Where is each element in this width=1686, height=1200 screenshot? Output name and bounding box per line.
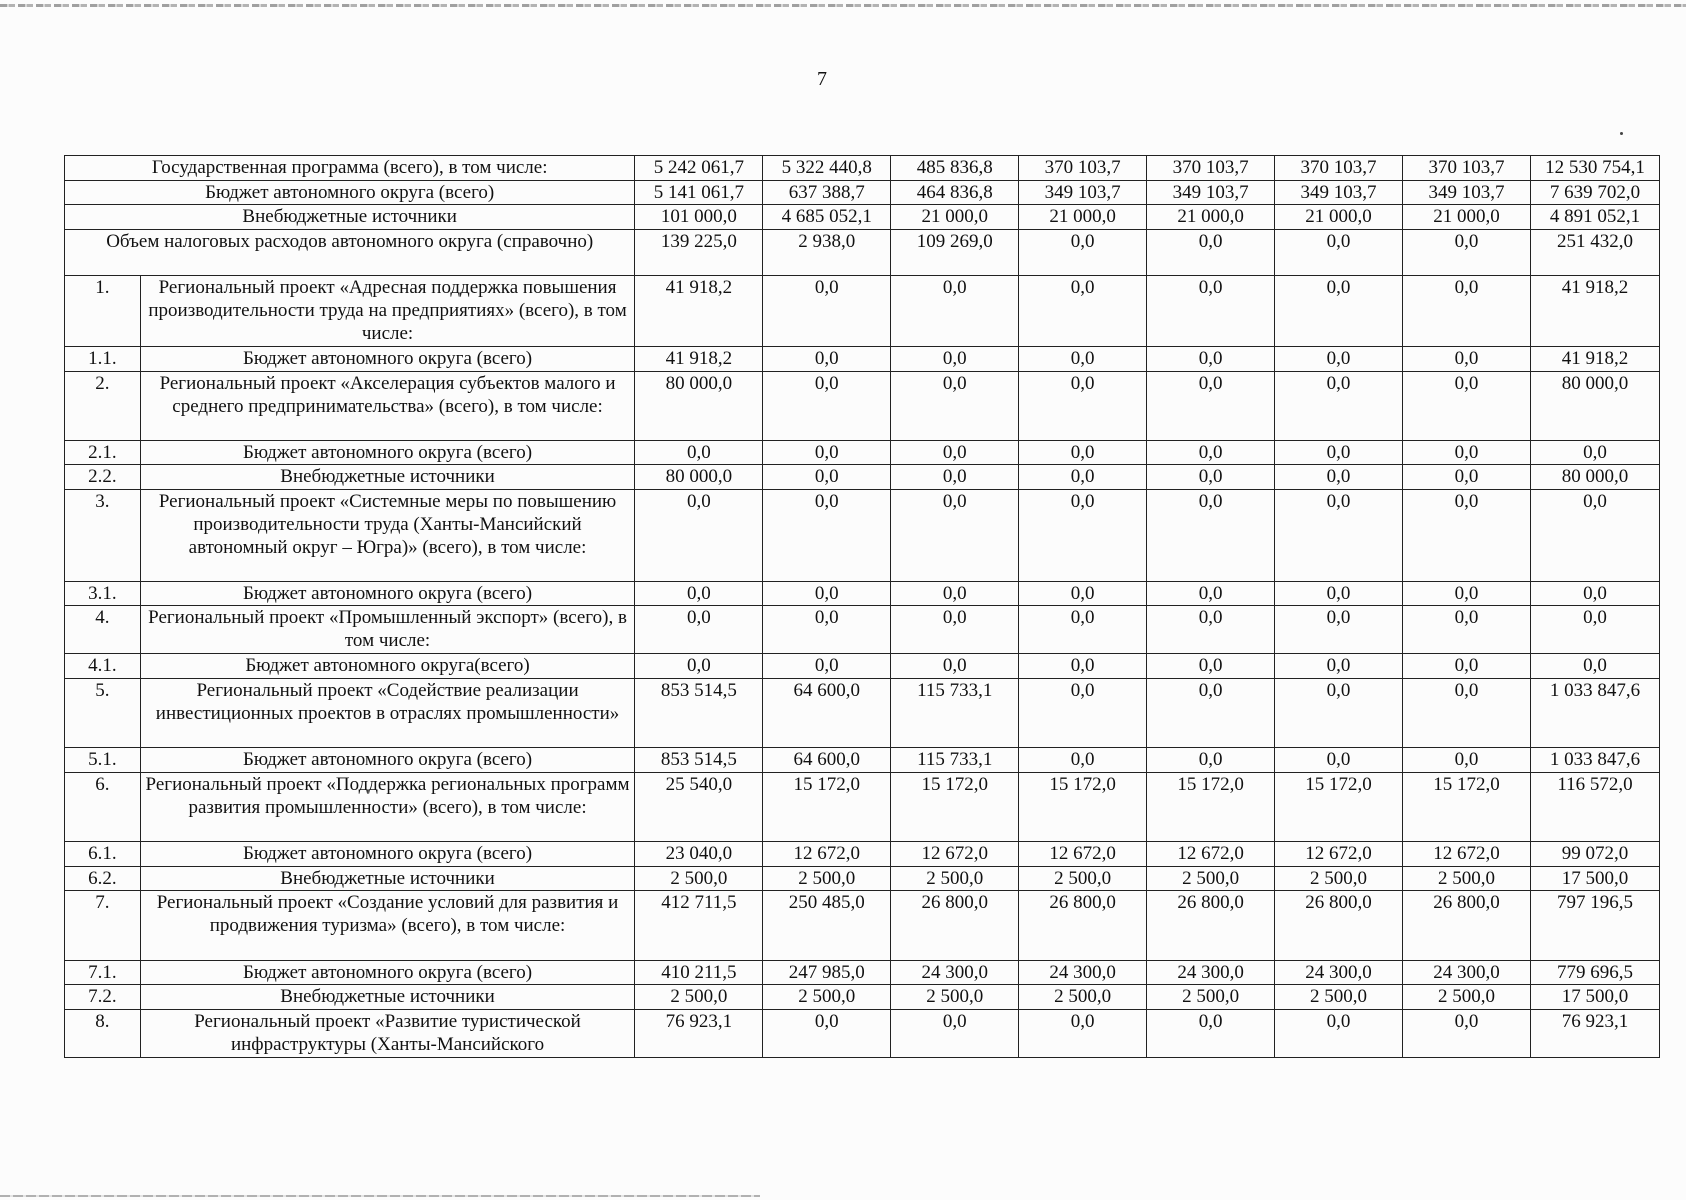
table-row (65, 891, 1660, 960)
cell-value: 0,0 (1019, 748, 1147, 773)
cell-value: 12 672,0 (1403, 842, 1531, 867)
row-index: 4. (65, 606, 141, 654)
cell-value: 0,0 (1403, 465, 1531, 490)
table-row (65, 678, 1660, 747)
cell-value: 2 500,0 (891, 866, 1019, 891)
cell-value: 0,0 (1403, 606, 1531, 654)
cell-value: 0,0 (635, 581, 763, 606)
cell-value: 12 672,0 (891, 842, 1019, 867)
cell-value: 15 172,0 (1147, 772, 1275, 841)
cell-value: 64 600,0 (763, 748, 891, 773)
cell-value: 0,0 (1275, 347, 1403, 372)
row-label: Региональный проект «Акселерация субъектов малого и среднего предпринимательства» (всего), в том числе: (140, 371, 635, 440)
cell-value: 80 000,0 (635, 371, 763, 440)
cell-value: 0,0 (1019, 440, 1147, 465)
table-row (65, 772, 1660, 841)
cell-value: 0,0 (1403, 581, 1531, 606)
cell-value: 0,0 (891, 371, 1019, 440)
cell-value: 247 985,0 (763, 960, 891, 985)
cell-value: 15 172,0 (1019, 772, 1147, 841)
page-number: 7 (817, 68, 827, 90)
row-index: 6.2. (65, 866, 141, 891)
table-row (65, 654, 1660, 679)
cell-value: 2 938,0 (763, 229, 891, 275)
cell-value: 0,0 (763, 654, 891, 679)
cell-value: 24 300,0 (891, 960, 1019, 985)
table-row (65, 1009, 1660, 1057)
row-label: Бюджет автономного округа (всего) (140, 581, 635, 606)
cell-value: 0,0 (763, 606, 891, 654)
row-label: Бюджет автономного округа (всего) (140, 842, 635, 867)
row-label: Внебюджетные источники (140, 465, 635, 490)
row-label: Бюджет автономного округа (всего) (140, 960, 635, 985)
cell-total: 779 696,5 (1530, 960, 1659, 985)
row-label: Внебюджетные источники (140, 866, 635, 891)
row-label: Региональный проект «Поддержка региональных программ развития промышленности» (всего), в том числе: (140, 772, 635, 841)
cell-value: 0,0 (1147, 1009, 1275, 1057)
cell-value: 0,0 (1403, 1009, 1531, 1057)
cell-value: 410 211,5 (635, 960, 763, 985)
cell-value: 0,0 (1147, 440, 1275, 465)
row-index: 3.1. (65, 581, 141, 606)
cell-value: 0,0 (763, 490, 891, 582)
row-index: 7.1. (65, 960, 141, 985)
cell-value: 370 103,7 (1275, 156, 1403, 181)
row-index: 1. (65, 275, 141, 347)
cell-value: 0,0 (1275, 678, 1403, 747)
cell-value: 26 800,0 (891, 891, 1019, 960)
cell-value: 2 500,0 (763, 866, 891, 891)
cell-value: 0,0 (1147, 748, 1275, 773)
cell-value: 0,0 (1019, 654, 1147, 679)
cell-value: 21 000,0 (1019, 205, 1147, 230)
cell-total: 4 891 052,1 (1530, 205, 1659, 230)
row-label: Региональный проект «Развитие туристической инфраструктуры (Ханты-Мансийского (140, 1009, 635, 1057)
row-index: 3. (65, 490, 141, 582)
cell-value: 0,0 (1275, 440, 1403, 465)
cell-value: 80 000,0 (635, 465, 763, 490)
cell-value: 0,0 (1403, 347, 1531, 372)
cell-value: 0,0 (1019, 371, 1147, 440)
cell-value: 24 300,0 (1019, 960, 1147, 985)
table-row (65, 180, 1660, 205)
cell-value: 0,0 (891, 1009, 1019, 1057)
cell-value: 0,0 (1275, 581, 1403, 606)
cell-value: 0,0 (635, 606, 763, 654)
cell-value: 2 500,0 (635, 866, 763, 891)
cell-value: 0,0 (1275, 606, 1403, 654)
cell-value: 2 500,0 (1275, 985, 1403, 1010)
cell-value: 0,0 (891, 440, 1019, 465)
cell-value: 26 800,0 (1147, 891, 1275, 960)
cell-value: 2 500,0 (891, 985, 1019, 1010)
cell-value: 853 514,5 (635, 748, 763, 773)
cell-value: 21 000,0 (1275, 205, 1403, 230)
table-row (65, 205, 1660, 230)
row-index: 4.1. (65, 654, 141, 679)
cell-value: 0,0 (1019, 1009, 1147, 1057)
table-row (65, 229, 1660, 275)
cell-value: 370 103,7 (1147, 156, 1275, 181)
cell-value: 0,0 (1147, 654, 1275, 679)
cell-value: 0,0 (1275, 229, 1403, 275)
cell-value: 0,0 (763, 347, 891, 372)
cell-value: 0,0 (1403, 275, 1531, 347)
row-label: Региональный проект «Системные меры по повышению производительности труда (Ханты-Мансийский автономный округ – Югра)» (всего), в том числе: (140, 490, 635, 582)
row-index: 6. (65, 772, 141, 841)
cell-value: 24 300,0 (1147, 960, 1275, 985)
cell-total: 99 072,0 (1530, 842, 1659, 867)
cell-value: 0,0 (1403, 678, 1531, 747)
table-row (65, 985, 1660, 1010)
cell-value: 15 172,0 (763, 772, 891, 841)
row-index: 6.1. (65, 842, 141, 867)
cell-value: 0,0 (1403, 654, 1531, 679)
cell-value: 115 733,1 (891, 678, 1019, 747)
row-label: Региональный проект «Промышленный экспорт» (всего), в том числе: (140, 606, 635, 654)
row-label: Бюджет автономного округа (всего) (65, 180, 635, 205)
row-index: 5.1. (65, 748, 141, 773)
cell-value: 0,0 (1147, 347, 1275, 372)
cell-value: 23 040,0 (635, 842, 763, 867)
cell-value: 0,0 (635, 654, 763, 679)
row-label: Региональный проект «Адресная поддержка повышения производительности труда на предприятиях» (всего), в том числе: (140, 275, 635, 347)
row-index: 8. (65, 1009, 141, 1057)
cell-value: 0,0 (1019, 678, 1147, 747)
cell-value: 637 388,7 (763, 180, 891, 205)
cell-value: 0,0 (763, 581, 891, 606)
cell-value: 0,0 (1275, 1009, 1403, 1057)
scan-speck (1620, 132, 1623, 135)
cell-value: 24 300,0 (1275, 960, 1403, 985)
cell-value: 0,0 (1147, 490, 1275, 582)
cell-value: 349 103,7 (1019, 180, 1147, 205)
row-index: 7.2. (65, 985, 141, 1010)
row-index: 2. (65, 371, 141, 440)
cell-value: 370 103,7 (1403, 156, 1531, 181)
cell-value: 349 103,7 (1147, 180, 1275, 205)
table-body (65, 156, 1660, 1058)
cell-value: 0,0 (1019, 490, 1147, 582)
cell-value: 0,0 (1275, 275, 1403, 347)
table-row (65, 842, 1660, 867)
table-row (65, 490, 1660, 582)
cell-value: 0,0 (635, 490, 763, 582)
row-label: Региональный проект «Содействие реализации инвестиционных проектов в отраслях промышленности» (140, 678, 635, 747)
cell-value: 26 800,0 (1019, 891, 1147, 960)
cell-value: 0,0 (891, 654, 1019, 679)
table-row (65, 440, 1660, 465)
cell-value: 0,0 (635, 440, 763, 465)
cell-total: 41 918,2 (1530, 347, 1659, 372)
cell-value: 2 500,0 (635, 985, 763, 1010)
cell-total: 80 000,0 (1530, 371, 1659, 440)
cell-value: 12 672,0 (763, 842, 891, 867)
cell-value: 2 500,0 (1019, 866, 1147, 891)
cell-value: 0,0 (1403, 371, 1531, 440)
row-label: Внебюджетные источники (140, 985, 635, 1010)
cell-value: 0,0 (891, 465, 1019, 490)
cell-value: 349 103,7 (1275, 180, 1403, 205)
cell-value: 5 242 061,7 (635, 156, 763, 181)
table-row (65, 748, 1660, 773)
cell-total: 0,0 (1530, 606, 1659, 654)
cell-value: 15 172,0 (1403, 772, 1531, 841)
cell-value: 2 500,0 (1275, 866, 1403, 891)
cell-value: 0,0 (891, 606, 1019, 654)
table-row (65, 465, 1660, 490)
cell-value: 2 500,0 (763, 985, 891, 1010)
cell-value: 41 918,2 (635, 275, 763, 347)
cell-value: 370 103,7 (1019, 156, 1147, 181)
cell-total: 7 639 702,0 (1530, 180, 1659, 205)
row-index: 7. (65, 891, 141, 960)
cell-value: 485 836,8 (891, 156, 1019, 181)
cell-value: 853 514,5 (635, 678, 763, 747)
cell-value: 412 711,5 (635, 891, 763, 960)
table-row (65, 156, 1660, 181)
row-label: Бюджет автономного округа (всего) (140, 440, 635, 465)
table-row (65, 606, 1660, 654)
cell-value: 15 172,0 (891, 772, 1019, 841)
cell-value: 21 000,0 (1147, 205, 1275, 230)
cell-value: 2 500,0 (1403, 866, 1531, 891)
cell-value: 76 923,1 (635, 1009, 763, 1057)
cell-value: 2 500,0 (1403, 985, 1531, 1010)
cell-total: 797 196,5 (1530, 891, 1659, 960)
cell-total: 1 033 847,6 (1530, 748, 1659, 773)
cell-value: 0,0 (763, 1009, 891, 1057)
cell-value: 0,0 (1147, 275, 1275, 347)
cell-value: 0,0 (1019, 229, 1147, 275)
cell-value: 0,0 (763, 275, 891, 347)
row-label: Государственная программа (всего), в том числе: (65, 156, 635, 181)
cell-value: 0,0 (1403, 490, 1531, 582)
cell-value: 0,0 (1019, 465, 1147, 490)
budget-table (64, 155, 1660, 1058)
cell-value: 0,0 (1147, 465, 1275, 490)
cell-value: 26 800,0 (1275, 891, 1403, 960)
cell-value: 0,0 (1275, 654, 1403, 679)
cell-total: 0,0 (1530, 490, 1659, 582)
table-row (65, 960, 1660, 985)
cell-value: 21 000,0 (891, 205, 1019, 230)
cell-value: 0,0 (891, 490, 1019, 582)
cell-value: 0,0 (1275, 465, 1403, 490)
cell-value: 0,0 (1019, 347, 1147, 372)
cell-value: 109 269,0 (891, 229, 1019, 275)
cell-value: 250 485,0 (763, 891, 891, 960)
table-row (65, 581, 1660, 606)
cell-total: 0,0 (1530, 654, 1659, 679)
cell-value: 0,0 (1403, 440, 1531, 465)
cell-value: 0,0 (1403, 748, 1531, 773)
cell-value: 2 500,0 (1147, 985, 1275, 1010)
cell-value: 0,0 (763, 371, 891, 440)
cell-total: 12 530 754,1 (1530, 156, 1659, 181)
cell-value: 12 672,0 (1275, 842, 1403, 867)
cell-value: 0,0 (1403, 229, 1531, 275)
cell-value: 0,0 (763, 440, 891, 465)
cell-value: 0,0 (1019, 581, 1147, 606)
table-row (65, 275, 1660, 347)
cell-total: 251 432,0 (1530, 229, 1659, 275)
cell-total: 0,0 (1530, 581, 1659, 606)
cell-total: 116 572,0 (1530, 772, 1659, 841)
cell-value: 101 000,0 (635, 205, 763, 230)
cell-total: 0,0 (1530, 440, 1659, 465)
cell-value: 15 172,0 (1275, 772, 1403, 841)
row-label: Внебюджетные источники (65, 205, 635, 230)
table-row (65, 371, 1660, 440)
cell-value: 25 540,0 (635, 772, 763, 841)
table-row (65, 347, 1660, 372)
cell-value: 0,0 (763, 465, 891, 490)
row-label: Бюджет автономного округа (всего) (140, 748, 635, 773)
cell-value: 12 672,0 (1147, 842, 1275, 867)
cell-value: 0,0 (1275, 371, 1403, 440)
cell-value: 115 733,1 (891, 748, 1019, 773)
cell-value: 4 685 052,1 (763, 205, 891, 230)
cell-total: 41 918,2 (1530, 275, 1659, 347)
row-label: Региональный проект «Создание условий для развития и продвижения туризма» (всего), в том числе: (140, 891, 635, 960)
cell-value: 0,0 (1147, 581, 1275, 606)
cell-value: 0,0 (1019, 606, 1147, 654)
scan-artifact-top (0, 4, 1686, 7)
cell-value: 0,0 (891, 275, 1019, 347)
cell-value: 5 322 440,8 (763, 156, 891, 181)
cell-value: 0,0 (891, 347, 1019, 372)
cell-value: 349 103,7 (1403, 180, 1531, 205)
cell-total: 76 923,1 (1530, 1009, 1659, 1057)
scan-artifact-bottom (0, 1195, 760, 1197)
cell-value: 0,0 (1147, 678, 1275, 747)
row-index: 2.1. (65, 440, 141, 465)
cell-total: 17 500,0 (1530, 985, 1659, 1010)
cell-total: 1 033 847,6 (1530, 678, 1659, 747)
cell-total: 80 000,0 (1530, 465, 1659, 490)
cell-value: 0,0 (1147, 371, 1275, 440)
cell-value: 12 672,0 (1019, 842, 1147, 867)
cell-value: 0,0 (1147, 606, 1275, 654)
row-index: 2.2. (65, 465, 141, 490)
cell-value: 0,0 (1275, 748, 1403, 773)
cell-value: 64 600,0 (763, 678, 891, 747)
cell-value: 2 500,0 (1147, 866, 1275, 891)
cell-value: 0,0 (891, 581, 1019, 606)
cell-value: 0,0 (1275, 490, 1403, 582)
table-row (65, 866, 1660, 891)
cell-value: 21 000,0 (1403, 205, 1531, 230)
cell-value: 0,0 (1019, 275, 1147, 347)
cell-value: 26 800,0 (1403, 891, 1531, 960)
cell-value: 5 141 061,7 (635, 180, 763, 205)
row-index: 5. (65, 678, 141, 747)
row-index: 1.1. (65, 347, 141, 372)
cell-value: 24 300,0 (1403, 960, 1531, 985)
cell-value: 2 500,0 (1019, 985, 1147, 1010)
row-label: Объем налоговых расходов автономного округа (справочно) (65, 229, 635, 275)
cell-total: 17 500,0 (1530, 866, 1659, 891)
cell-value: 139 225,0 (635, 229, 763, 275)
row-label: Бюджет автономного округа (всего) (140, 347, 635, 372)
cell-value: 464 836,8 (891, 180, 1019, 205)
cell-value: 0,0 (1147, 229, 1275, 275)
cell-value: 41 918,2 (635, 347, 763, 372)
row-label: Бюджет автономного округа(всего) (140, 654, 635, 679)
